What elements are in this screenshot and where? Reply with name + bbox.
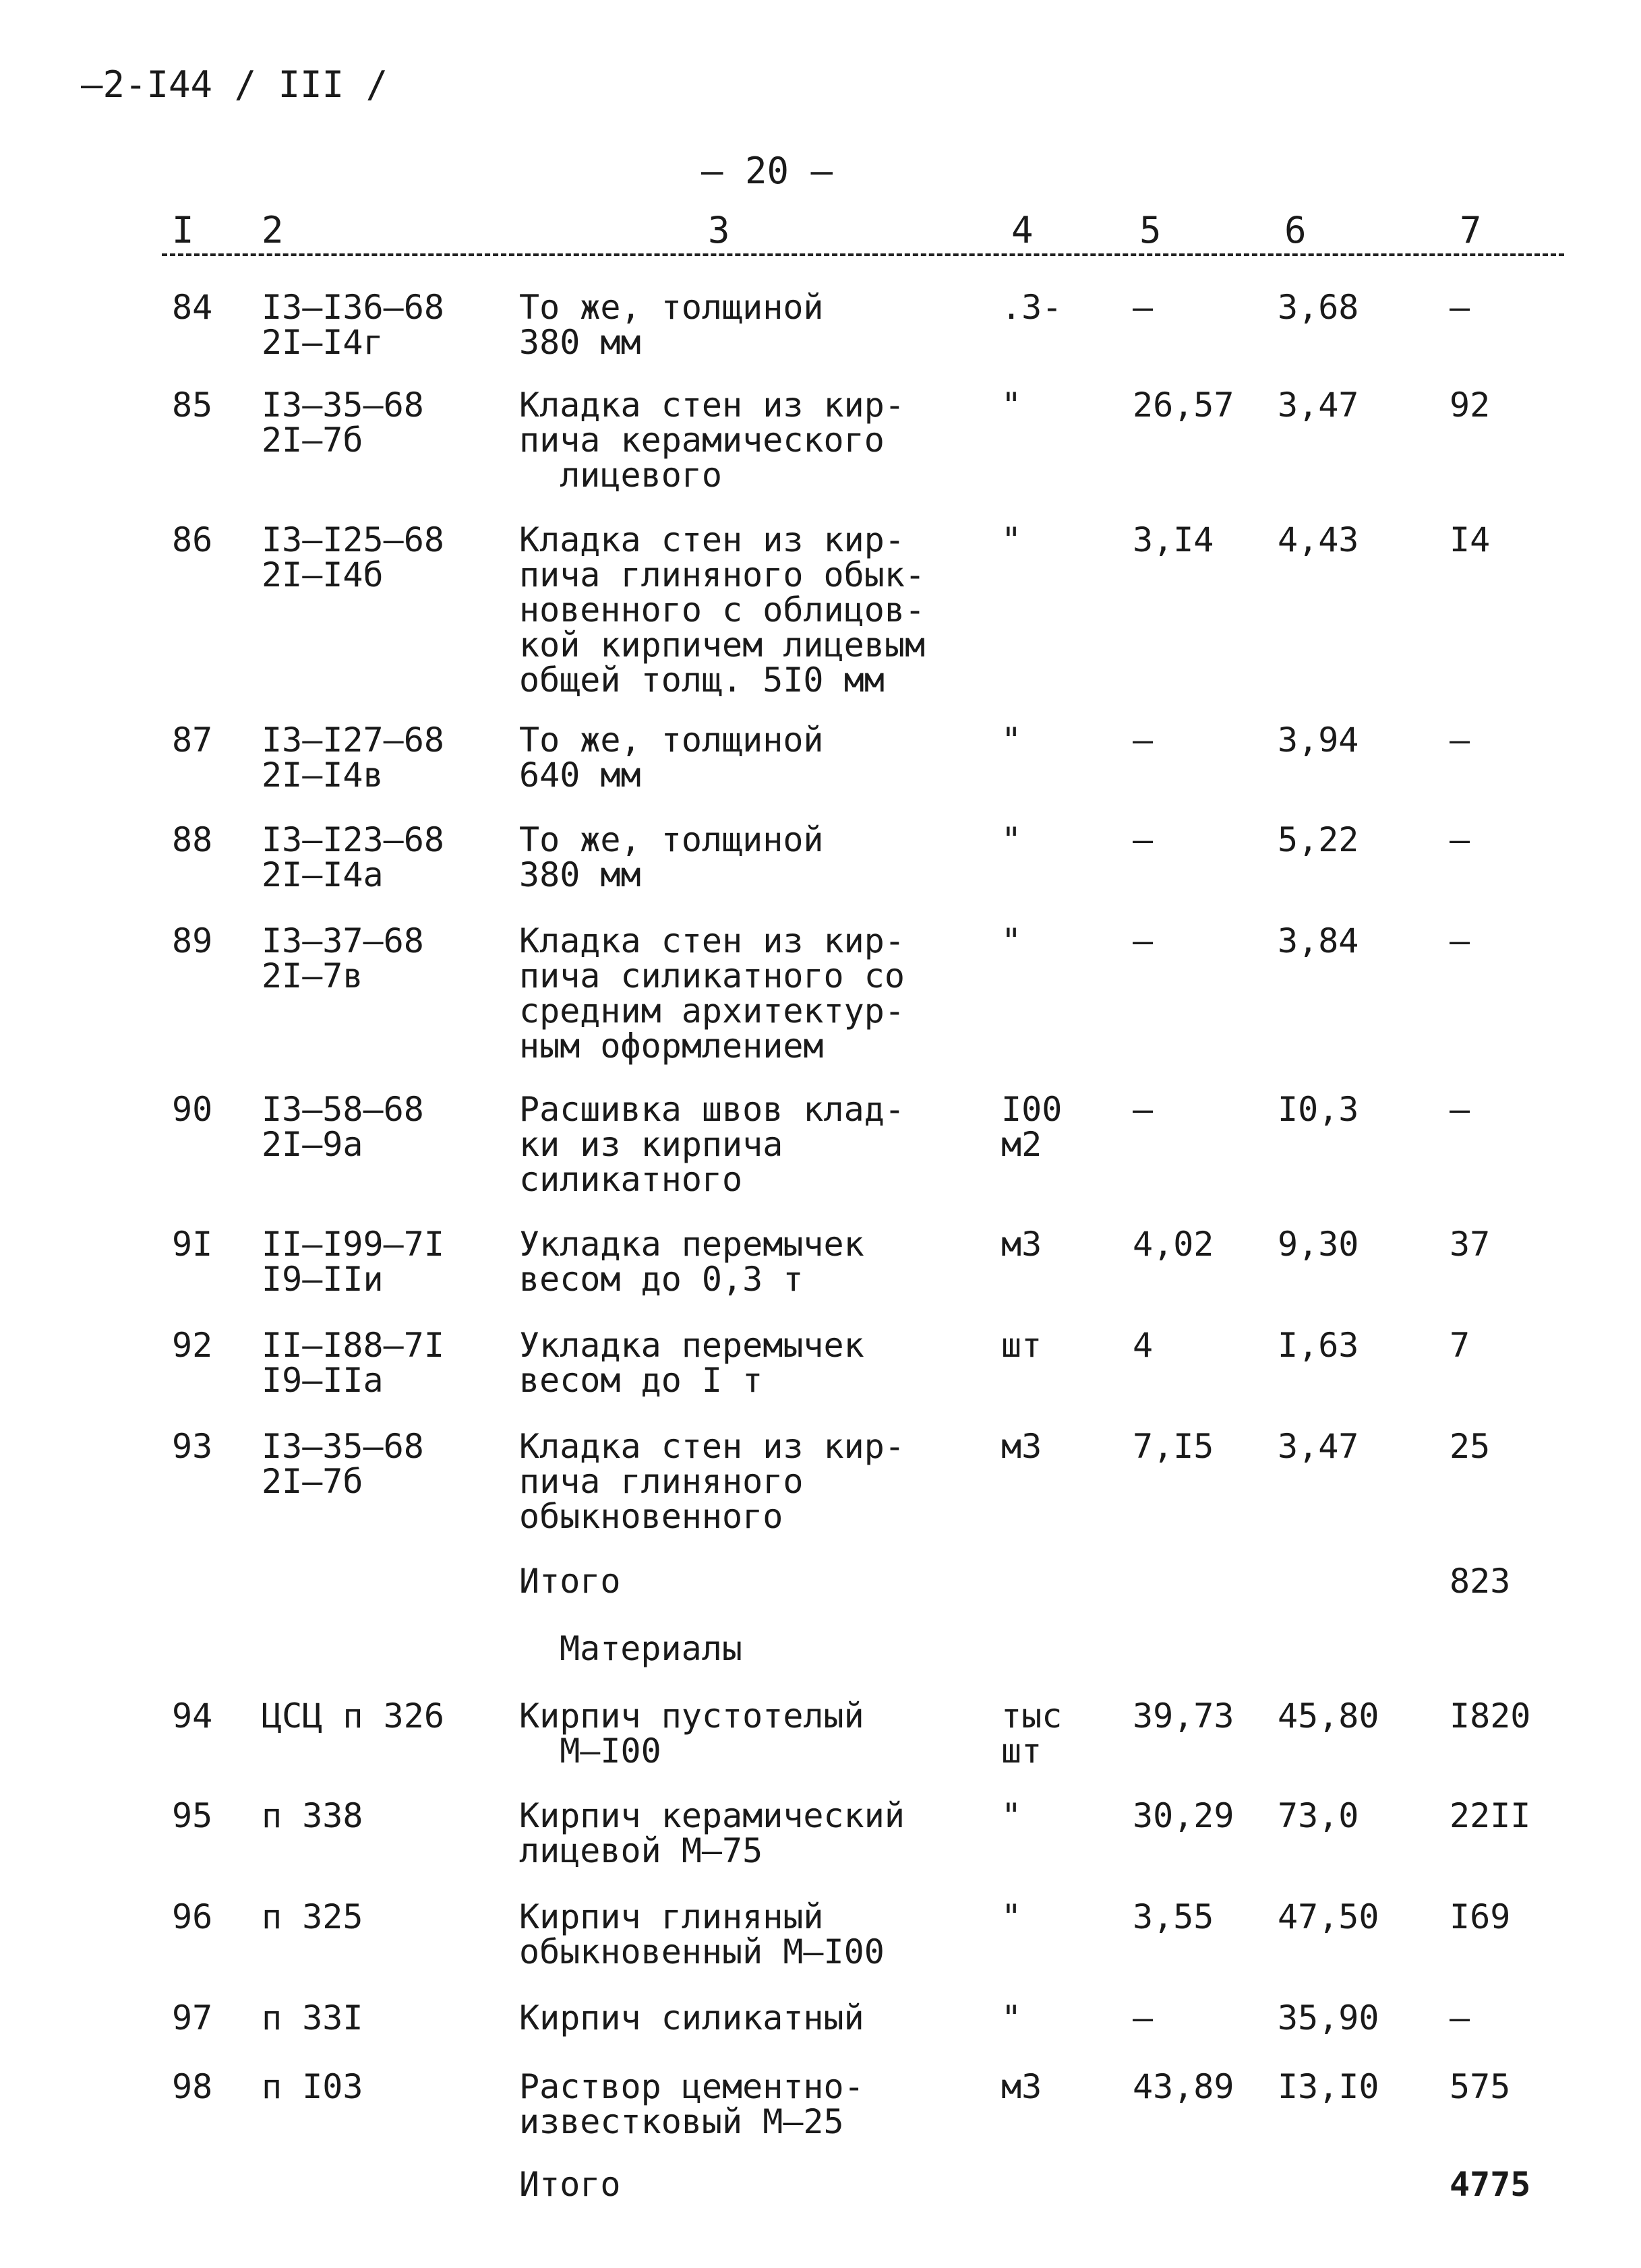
unit-cell: " [1001,1796,1022,1835]
description-cell: Кирпич керамический лицевой М–75 [519,1796,905,1870]
total-cell: – [1450,1090,1470,1129]
price-cell: 47,50 [1278,1897,1379,1936]
description-cell: То же, толщиной 380 мм [519,820,824,894]
code-cell: I3–I23–68 2I–I4а [262,820,444,894]
price-cell: 3,47 [1278,386,1359,425]
column-header-7: 7 [1460,209,1482,251]
materials-subtotal-value: 4775 [1450,2165,1531,2204]
quantity-cell: – [1133,1090,1154,1129]
unit-cell: " [1001,386,1022,425]
unit-cell: " [1001,520,1022,559]
code-cell: п 33I [262,1998,363,2037]
price-cell: 3,84 [1278,921,1359,960]
total-cell: – [1450,721,1470,760]
column-header-4: 4 [1011,209,1034,251]
total-cell: I820 [1450,1696,1531,1736]
price-cell: I0,3 [1278,1090,1359,1129]
unit-cell: " [1001,820,1022,859]
row-number: 90 [172,1090,213,1129]
row-number: 95 [172,1796,213,1835]
row-number: 9I [172,1225,213,1264]
total-cell: I4 [1450,520,1491,559]
price-cell: 45,80 [1278,1696,1379,1736]
description-cell: То же, толщиной 640 мм [519,721,824,795]
price-cell: 73,0 [1278,1796,1359,1835]
description-cell: Укладка перемычек весом до I т [519,1326,864,1400]
unit-cell: шт [1001,1326,1042,1365]
total-cell: 22II [1450,1796,1531,1835]
code-cell: I3–37–68 2I–7в [262,921,424,995]
total-cell: – [1450,921,1470,960]
column-header-2: 2 [262,209,284,251]
document-code: –2-I44 / III / [81,63,388,106]
description-cell: Кирпич силикатный [519,1998,864,2037]
description-cell: Раствор цементно- известковый М–25 [519,2067,864,2141]
code-cell: I3–I27–68 2I–I4в [262,721,444,795]
quantity-cell: – [1133,820,1154,859]
total-cell: 7 [1450,1326,1470,1365]
unit-cell: " [1001,721,1022,760]
price-cell: 35,90 [1278,1998,1379,2037]
quantity-cell: 30,29 [1133,1796,1234,1835]
description-cell: Кладка стен из кир- пича глиняного обык- новенного с облицов- кой кирпичем лицевым общей толщ. 5I0 мм [519,520,926,700]
price-cell: I,63 [1278,1326,1359,1365]
materials-subtotal-label: Итого [519,2165,621,2204]
quantity-cell: 7,I5 [1133,1427,1214,1466]
total-cell: 37 [1450,1225,1491,1264]
quantity-cell: 39,73 [1133,1696,1234,1736]
row-number: 85 [172,386,213,425]
total-cell: 92 [1450,386,1491,425]
code-cell: п I03 [262,2067,363,2106]
description-cell: То же, толщиной 380 мм [519,288,824,362]
quantity-cell: 4 [1133,1326,1154,1365]
total-cell: – [1450,820,1470,859]
description-cell: Кирпич глиняный обыкновенный М–I00 [519,1897,885,1971]
total-cell: 575 [1450,2067,1511,2106]
total-cell: I69 [1450,1897,1511,1936]
row-number: 88 [172,820,213,859]
row-number: 98 [172,2067,213,2106]
column-header-1: I [172,209,194,251]
row-number: 94 [172,1696,213,1736]
description-cell: Укладка перемычек весом до 0,3 т [519,1225,864,1299]
description-cell: Кладка стен из кир- пича глиняного обыкновенного [519,1427,905,1536]
quantity-cell: 4,02 [1133,1225,1214,1264]
row-number: 92 [172,1326,213,1365]
quantity-cell: 3,55 [1133,1897,1214,1936]
page-number: – 20 – [701,150,833,192]
total-cell: 25 [1450,1427,1491,1466]
price-cell: 5,22 [1278,820,1359,859]
unit-cell: м3 [1001,1225,1042,1264]
unit-cell: I00 м2 [1001,1090,1063,1164]
price-cell: 3,47 [1278,1427,1359,1466]
quantity-cell: 26,57 [1133,386,1234,425]
price-cell: I3,I0 [1278,2067,1379,2106]
quantity-cell: 3,I4 [1133,520,1214,559]
code-cell: I3–35–68 2I–7б [262,1427,424,1501]
code-cell: I3–35–68 2I–7б [262,386,424,460]
price-cell: 3,94 [1278,721,1359,760]
quantity-cell: – [1133,721,1154,760]
row-number: 89 [172,921,213,960]
price-cell: 9,30 [1278,1225,1359,1264]
row-number: 86 [172,520,213,559]
description-cell: Кирпич пустотелый М–I00 [519,1696,864,1771]
row-number: 93 [172,1427,213,1466]
price-cell: 3,68 [1278,288,1359,327]
column-header-3: 3 [708,209,730,251]
unit-cell: тыс шт [1001,1696,1063,1771]
code-cell: II–I99–7I I9–IIи [262,1225,444,1299]
column-header-5: 5 [1139,209,1162,251]
code-cell: I3–I36–68 2I–I4г [262,288,444,362]
materials-heading: Материалы [560,1629,742,1668]
row-number: 97 [172,1998,213,2037]
unit-cell: " [1001,921,1022,960]
description-cell: Кладка стен из кир- пича силикатного со средним архитектур- ным оформлением [519,921,905,1066]
row-number: 96 [172,1897,213,1936]
unit-cell: " [1001,1897,1022,1936]
unit-cell: " [1001,1998,1022,2037]
quantity-cell: – [1133,921,1154,960]
total-cell: – [1450,1998,1470,2037]
unit-cell: м3 [1001,1427,1042,1466]
code-cell: I3–58–68 2I–9а [262,1090,424,1164]
code-cell: I3–I25–68 2I–I4б [262,520,444,594]
total-cell: – [1450,288,1470,327]
column-header-6: 6 [1284,209,1307,251]
quantity-cell: – [1133,288,1154,327]
price-cell: 4,43 [1278,520,1359,559]
description-cell: Кладка стен из кир- пича керамического лицевого [519,386,905,495]
quantity-cell: 43,89 [1133,2067,1234,2106]
unit-cell: м3 [1001,2067,1042,2106]
row-number: 87 [172,721,213,760]
description-cell: Расшивка швов клад- ки из кирпича силикатного [519,1090,905,1199]
works-subtotal-label: Итого [519,1562,621,1601]
unit-cell: .3- [1001,288,1063,327]
code-cell: II–I88–7I I9–IIа [262,1326,444,1400]
header-rule [162,253,1564,256]
works-subtotal-value: 823 [1450,1562,1511,1601]
code-cell: п 338 [262,1796,363,1835]
code-cell: ЦСЦ п 326 [262,1696,444,1736]
row-number: 84 [172,288,213,327]
code-cell: п 325 [262,1897,363,1936]
quantity-cell: – [1133,1998,1154,2037]
